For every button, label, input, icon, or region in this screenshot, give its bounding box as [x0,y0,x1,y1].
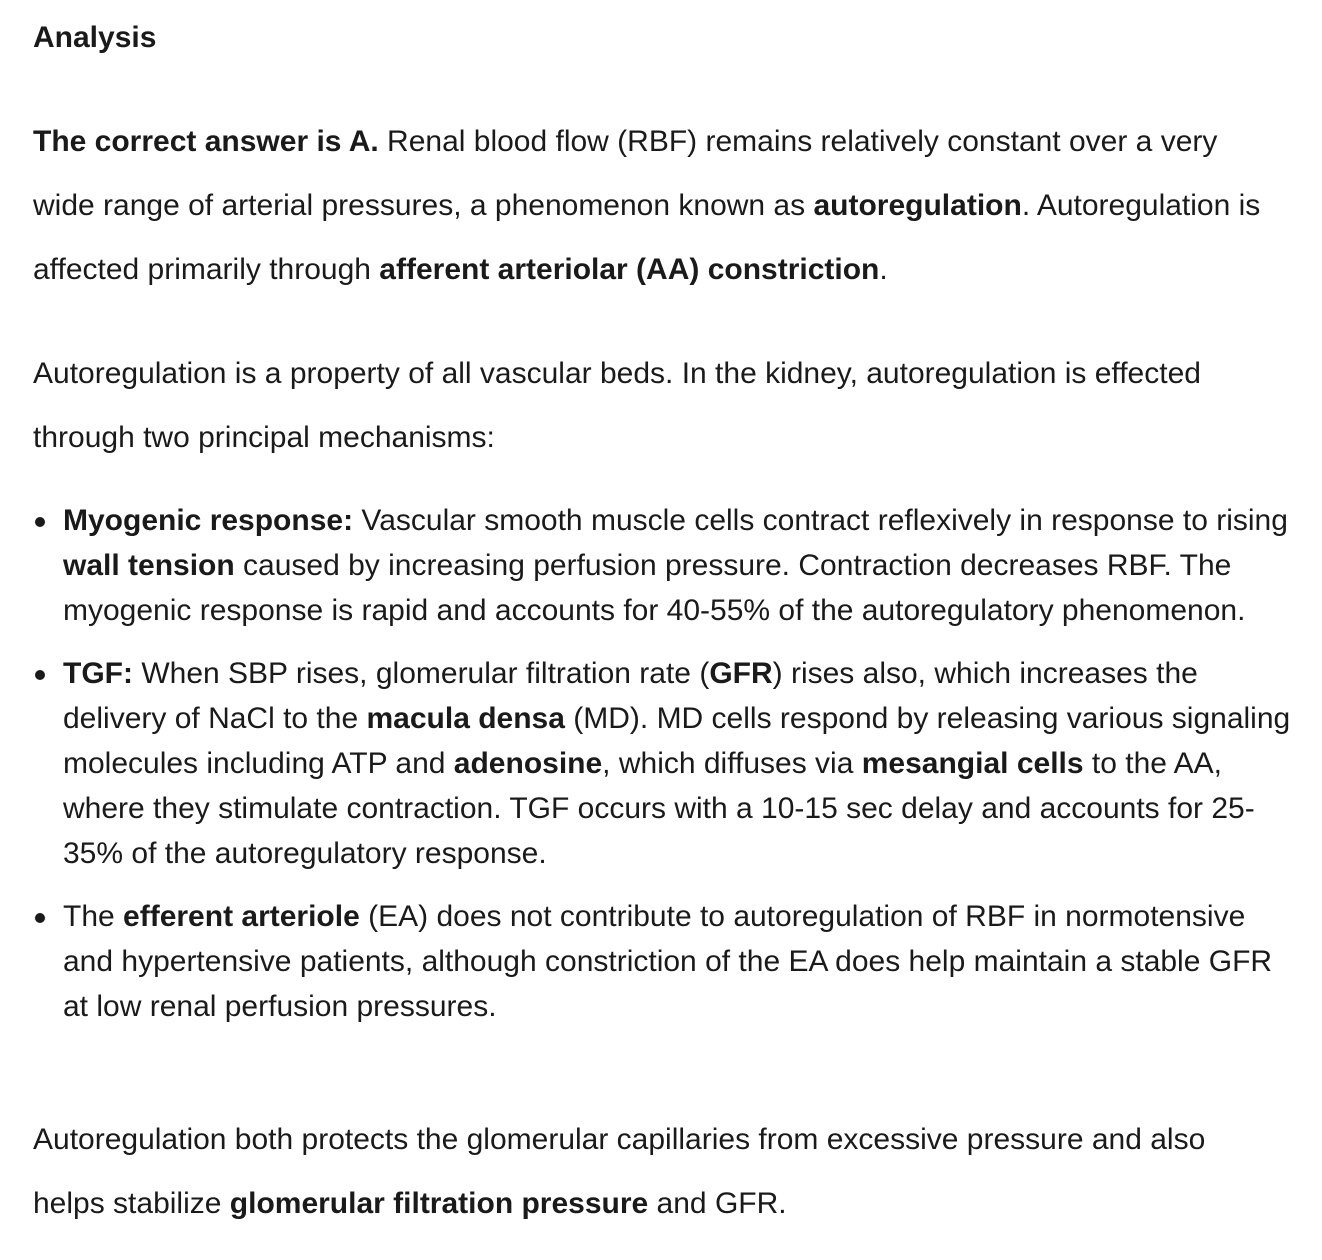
intro-text-1: Renal blood flow (RBF) remains relatively constant over a very wide range of arterial pressures, a phenomenon known as [33,125,1218,222]
analysis-heading: Analysis [33,21,157,54]
bullet-dot-icon [35,670,45,680]
efferent-text-1: The [63,900,124,933]
mechanisms-list [33,498,1303,1029]
intro-text-3: . [879,253,888,286]
intro-text-2: . Autoregulation is affected primarily through [33,189,1261,286]
list-item-efferent [33,894,1303,1029]
correct-answer-paragraph [33,110,1273,302]
tgf-text-4: , which diffuses via [602,747,862,780]
correct-answer-label: The correct answer is A. [33,125,379,158]
list-item-myogenic [33,498,1303,633]
bullet-dot-icon [35,913,45,923]
tgf-text-1: When SBP rises, glomerular filtration rate ( [132,657,710,690]
term-adenosine: adenosine [453,747,603,780]
tgf-text-2: ) rises also, which increases the delivery of NaCl to the [63,657,1198,735]
term-tgf: TGF: [63,657,133,690]
conclusion-text-2: and GFR. [648,1187,787,1220]
bullet-dot-icon [35,517,45,527]
mechanisms-intro-paragraph: Autoregulation is a property of all vascular beds. In the kidney, autoregulation is effected through two principal mechanisms: [33,357,1201,454]
term-wall-tension: wall tension [63,549,235,582]
term-gfr: GFR [709,657,773,690]
term-mesangial-cells: mesangial cells [861,747,1084,780]
tgf-text-3: (MD). MD cells respond by releasing various signaling molecules including ATP and [63,702,1291,780]
efferent-text-2: (EA) does not contribute to autoregulation of RBF in normotensive and hypertensive patients, although constriction of the EA does help maintain a stable GFR at low renal perfusion pressures. [63,900,1273,1023]
list-item-tgf [33,651,1303,876]
term-macula-densa: macula densa [366,702,565,735]
myogenic-text-1: Vascular smooth muscle cells contract reflexively in response to rising [353,504,1288,537]
tgf-text-5: to the AA, where they stimulate contraction. TGF occurs with a 10-15 sec delay and accounts for 25-35% of the autoregulatory response. [63,747,1255,870]
myogenic-text-2: caused by increasing perfusion pressure. Contraction decreases RBF. The myogenic response is rapid and accounts for 40-55% of the autoregulatory phenomenon. [63,549,1246,627]
conclusion-text-1: Autoregulation both protects the glomerular capillaries from excessive pressure and also helps stabilize [33,1123,1206,1220]
conclusion-paragraph [33,1108,1273,1236]
term-autoregulation: autoregulation [813,189,1022,222]
term-myogenic-response: Myogenic response: [63,504,354,537]
term-afferent-constriction: afferent arteriolar (AA) constriction [379,253,880,286]
term-glomerular-filtration-pressure: glomerular filtration pressure [229,1187,649,1220]
term-efferent-arteriole: efferent arteriole [123,900,360,933]
